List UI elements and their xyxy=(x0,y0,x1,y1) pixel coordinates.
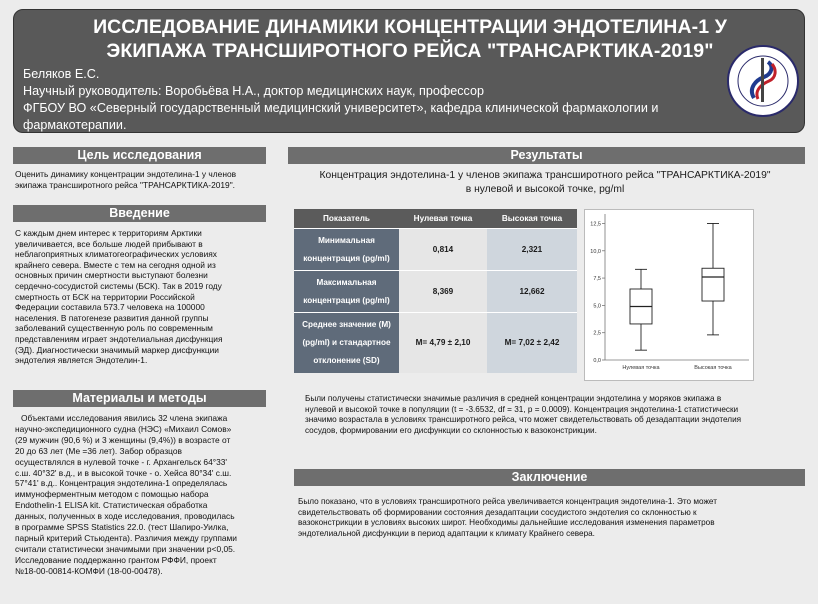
methods-line: научно-экспедиционного судна (НЭС) «Михаил Сомов» xyxy=(15,423,232,434)
table-caption-line-2: в нулевой и высокой точке, pg/ml xyxy=(465,184,625,195)
box-iqr xyxy=(702,268,724,301)
value-high: 2,321 xyxy=(487,229,577,271)
x-category-label: Высокая точка xyxy=(694,365,732,371)
methods-line: осуществлялся в нулевой точке - г. Архангельск 64°33' xyxy=(15,456,227,467)
table-header: Нулевая точка xyxy=(399,209,487,229)
results-line: нулевой и высокой точке в популяции (t = -3.6532, df = 31, p = 0.0009). Концентрация эндотелина-1 статистически xyxy=(305,404,739,414)
results-table xyxy=(294,209,577,373)
intro-line: заболеваний существенную роль по современным xyxy=(15,323,213,334)
supervisor: Научный руководитель: Воробьёва Н.А., доктор медицинских наук, профессор xyxy=(23,84,484,98)
intro-line: представлениям играет эндотелиальная дисфункция xyxy=(15,333,223,344)
value-zero: 8,369 xyxy=(399,271,487,313)
intro-line: эндотелия является Эндотелин-1. xyxy=(15,355,148,366)
author-block xyxy=(23,66,703,134)
intro-line: увеличивается, все больше людей прибывают в xyxy=(15,238,203,249)
methods-line: иммуноферментным методом с помощью набора xyxy=(15,489,209,500)
y-tick-label: 7,5 xyxy=(593,276,601,283)
value-high: 12,662 xyxy=(487,271,577,313)
results-heading: Результаты xyxy=(288,147,805,164)
row-label-line: отклонение (SD) xyxy=(313,355,380,365)
methods-line: №18-00-00814-КОМФИ (18-00-00478). xyxy=(15,565,163,576)
conclusion-text xyxy=(298,497,803,539)
methods-line: Endothelin-1 ELISA kit. Статистическая обработка xyxy=(15,500,208,511)
intro-heading: Введение xyxy=(13,205,266,222)
methods-line: в программе SPSS Statistics 22.0. (тест Шапиро-Уилка, xyxy=(15,522,229,533)
x-category-label: Нулевая точка xyxy=(622,365,660,371)
intro-line: сердечно-сосудистой системы (БСК). Так в 2019 году xyxy=(15,280,222,291)
title-line-2: ЭКИПАЖА ТРАНСШИРОТНОГО РЕЙСА "ТРАНСАРКТИКА-2019" xyxy=(106,40,714,62)
results-line: сосудов, формировании его дисфункции со склонностью к вазоконстрикции. xyxy=(305,425,597,435)
table-caption-line-1: Концентрация эндотелина-1 у членов экипажа трансширотного рейса "ТРАНСАРКТИКА-2019" xyxy=(319,170,771,181)
goal-line: экипажа трансширотного рейса "ТРАНСАРКТИКА-2019". xyxy=(15,179,236,190)
goal-heading: Цель исследования xyxy=(13,147,266,164)
institution-line-1: ФГБОУ ВО «Северный государственный медицинский университет», кафедра клинической фармакологии и xyxy=(23,101,659,115)
y-tick-label: 0,0 xyxy=(593,358,601,364)
intro-line: крайнего севера. Вместе с тем на сегодня одной из xyxy=(15,259,216,270)
goal-line: Оценить динамику концентрации эндотелина-1 у членов xyxy=(15,169,237,179)
intro-line: основных причин смертности выступают болезни xyxy=(15,270,208,281)
author-name: Беляков Е.С. xyxy=(23,67,100,81)
table-row xyxy=(294,271,577,313)
table-header: Показатель xyxy=(294,209,399,229)
row-label-line: концентрация (pg/ml) xyxy=(303,295,390,305)
conclusion-line: Было показано, что в условиях трансширотного рейса увеличивается концентрация эндотелина-1. Это может xyxy=(298,497,717,506)
table-header: Высокая точка xyxy=(487,209,577,229)
poster-title xyxy=(14,15,806,63)
conclusion-line: эндотелиальной дисфункции в период адаптации к климату Крайнего севера. xyxy=(298,528,595,538)
intro-line: смертность от БСК на территории Российской xyxy=(15,291,195,302)
methods-text xyxy=(15,413,277,577)
intro-text xyxy=(15,228,273,366)
value-zero: 0,814 xyxy=(399,229,487,271)
intro-line: населения. В патогенезе развития данной группы xyxy=(15,312,209,323)
boxplot-chart xyxy=(585,210,753,380)
row-label xyxy=(294,271,399,313)
methods-line: 57°41' в.д.. Концентрация эндотелина-1 определялась xyxy=(15,478,228,489)
results-text xyxy=(305,394,805,436)
poster-header xyxy=(13,9,805,133)
row-label-line: Максимальная xyxy=(316,277,377,287)
methods-line: парный критерий Стьюдента). Различия между группами xyxy=(15,532,237,543)
methods-line: Объектами исследования явились 32 члена экипажа xyxy=(21,413,228,423)
row-label-line: (pg/ml) и стандартное xyxy=(302,337,391,347)
y-tick-label: 5,0 xyxy=(593,303,601,310)
methods-heading: Материалы и методы xyxy=(13,390,266,407)
value-high: M= 7,02 ± 2,42 xyxy=(487,313,577,373)
methods-line: (29 мужчин (90,6 %) и 3 женщины (9,4%)) в возрасте от xyxy=(15,434,231,445)
methods-line: 20 до 63 лет (Ме =36 лет). Забор образцов xyxy=(15,445,182,456)
y-tick-label: 2,5 xyxy=(593,330,601,337)
methods-line: данных, полученных в ходе исследования, проводилась xyxy=(15,511,235,522)
table-row xyxy=(294,313,577,373)
y-tick-label: 10,0 xyxy=(590,248,601,255)
intro-line: Федерации составила 573.7 человека на 100000 xyxy=(15,302,205,313)
university-logo xyxy=(726,44,800,118)
results-line: Были получены статистически значимые различия в средней концентрации эндотелина у моряков экипажа в xyxy=(305,394,722,403)
table-header-row xyxy=(294,209,577,229)
intro-line: (ЭД). Диагностически значимый маркер дисфункции xyxy=(15,344,219,355)
title-line-1: ИССЛЕДОВАНИЕ ДИНАМИКИ КОНЦЕНТРАЦИИ ЭНДОТЕЛИНА-1 У xyxy=(93,16,727,38)
institution-line-2: фармакотерапии. xyxy=(23,118,127,132)
methods-line: Исследование поддержанно грантом РФФИ, проект xyxy=(15,554,217,565)
conclusion-line: вазоконстрикции в условиях высоких широт. Необходимы дальнейшие исследования изменения параметров xyxy=(298,518,715,528)
results-line: значимо возрастала в условиях трансширотного рейса, что может свидетельствовать об дезадаптации эндотелия xyxy=(305,415,742,425)
intro-line: неблагоприятных климатогеографических условиях xyxy=(15,249,217,260)
boxplot-panel xyxy=(584,209,754,381)
table-row xyxy=(294,229,577,271)
conclusion-line: свидетельствовать об формировании состояния дезадаптации сосудистого эндотелия со склонностью к xyxy=(298,507,697,517)
methods-line: считали статистически значимыми при значении р<0,05. xyxy=(15,543,236,554)
intro-line: С каждым днем интерес к территориям Арктики xyxy=(15,228,202,238)
row-label xyxy=(294,229,399,271)
row-label-line: Минимальная xyxy=(318,235,375,245)
row-label-line: концентрация (pg/ml) xyxy=(303,253,390,263)
row-label xyxy=(294,313,399,373)
y-tick-label: 12,5 xyxy=(590,221,601,228)
goal-text xyxy=(15,169,270,190)
row-label-line: Среднее значение (М) xyxy=(302,319,391,329)
table-caption xyxy=(288,169,802,197)
conclusion-heading: Заключение xyxy=(294,469,805,486)
methods-line: с.ш. 40°32' в.д., и в высокой точке - о. Хейса 80°34' с.ш. xyxy=(15,467,232,478)
value-zero: M= 4,79 ± 2,10 xyxy=(399,313,487,373)
